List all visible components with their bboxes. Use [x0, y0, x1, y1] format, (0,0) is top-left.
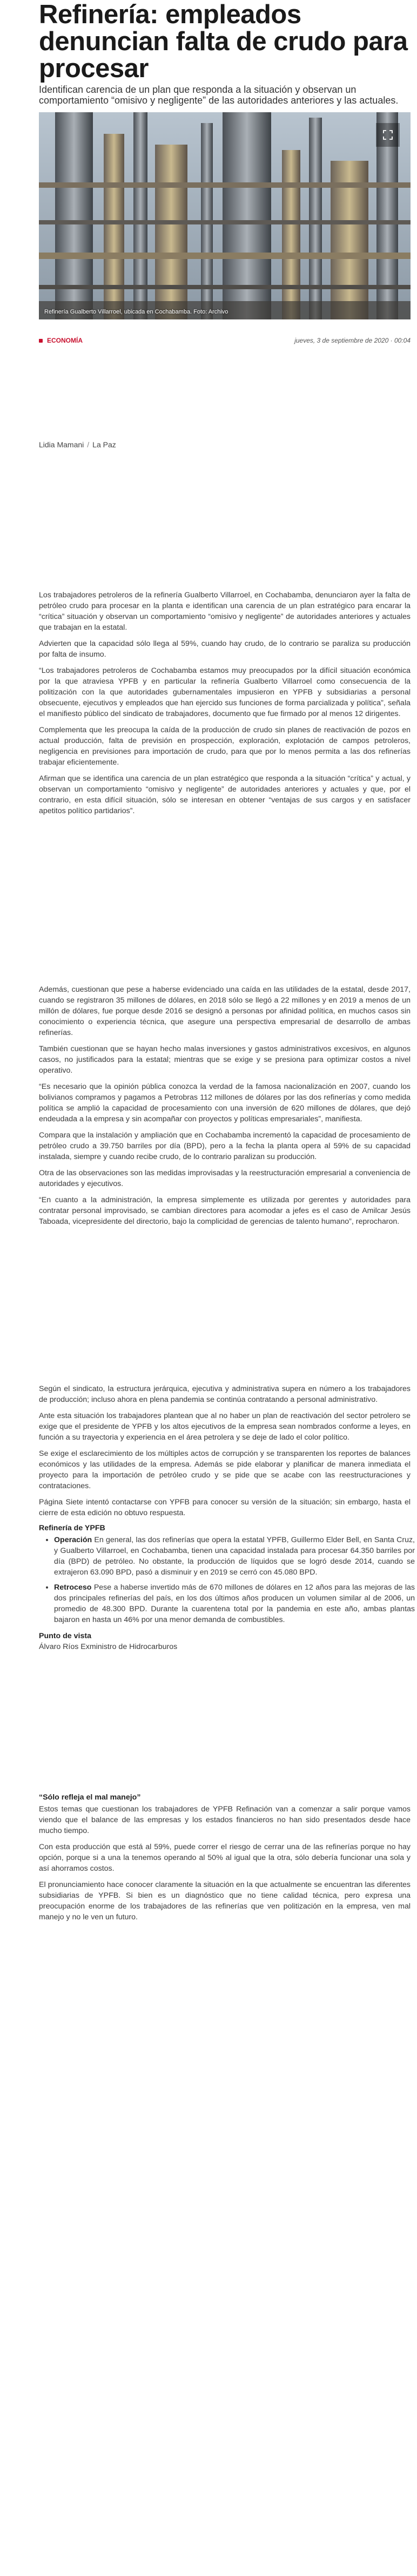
paragraph: Complementa que les preocupa la caída de la producción de crudo sin planes de reactivación de pozos en actual producción, falta de previsión en prospección, exploración, explotación de campos petroleros, negligencia en previsiones para importación de crudo, para que por lo menos permita a las dos refinerías trabajar eficientemente.	[39, 726, 411, 767]
article-body	[39, 590, 417, 1923]
ad-space	[39, 1232, 417, 1384]
image-caption: Refinería Gualberto Villarroel, ubicada en Cochabamba. Foto: Archivo	[44, 309, 228, 315]
author-name: Lidia Mamani	[39, 440, 84, 449]
byline	[39, 440, 417, 449]
paragraph: “Es necesario que la opinión pública conozca la verdad de la famosa nacionalización en 2007, cuando los bolivianos compramos y pagamos a Petrobras 112 millones de dólares por las dos refinerías y como medida política se amplió la capacidad de procesamiento con una inversión de 620 millones de dólares, que dejó endeudada a la empresa y sin acompañar con proyectos y políticas empresariales”, manifiesta.	[39, 1082, 411, 1123]
paragraph: Los trabajadores petroleros de la refinería Gualberto Villarroel, en Cochabamba, denunciaron ayer la falta de petróleo crudo para procesar en la planta e identifican una carencia de un plan estratégico para encarar la “crítica” situación y observan un comportamiento “omisivo y negligente” de autoridades anteriores y actuales que trabajan en la estatal.	[39, 591, 411, 632]
paragraph: También cuestionan que se hayan hecho malas inversiones y gastos administrativos excesivos, en algunos casos, no justificados para la estatal; mientras que se exige y se presiona para optimizar costos a nivel operativo.	[39, 1045, 411, 1075]
paragraph: Afirman que se identifica una carencia de un plan estratégico que responda a la situación “crítica” y actual, y observan un comportamiento “omisivo y negligente” de autoridades anteriores y actuales y que, por el contrario, en esta difícil situación, sólo se interesan en obtener “ventajas de sus cargos y en satisfacer apetitos político partidarios”.	[39, 774, 411, 815]
paragraph: “Los trabajadores petroleros de Cochabamba estamos muy preocupados por la difícil situación económica por la que atraviesa YPFB y en particular la refinería Gualberto Villarroel como consecuencia de la politización con la que autoridades gubernamentales impusieron en YPFB y subsidiarias a personal obsecuente, ejecutivos y empleados que han ejercido sus funciones de forma parcializada y política”, señala el manifiesto público del sindicato de trabajadores, documento que fue firmado por al menos 12 dirigentes.	[39, 666, 411, 718]
opinion-title: “Sólo refleja el mal manejo”	[39, 1793, 141, 1802]
paragraph: Página Siete intentó contactarse con YPFB para conocer su versión de la situación; sin embargo, hasta el cierre de esta edición no obtuvo respuesta.	[39, 1498, 411, 1517]
author-location: La Paz	[92, 440, 116, 449]
expand-icon	[382, 130, 393, 140]
hero-image[interactable]	[39, 112, 411, 319]
paragraph: Compara que la instalación y ampliación que en Cochabamba incrementó la capacidad de procesamiento de petróleo crudo a 39.750 barriles por día (BPD), pero a la fecha la planta opera al 59% de su capacidad instalada, siempre y cuando recibe crudo, de lo contrario paralizan su producción.	[39, 1131, 411, 1161]
bullet-text: Pese a haberse invertido más de 670 millones de dólares en 12 años para las mejoras de las dos principales refinerías del país, en los dos últimos años producen un volumen similar al de 2006, un promedio de 48.300 BPD. Durante la cuarentena total por la pandemia en este año, ambas plantas bajaron en hasta un 46% por una menor demanda de combustibles.	[54, 1583, 415, 1624]
publish-date: jueves, 3 de septiembre de 2020 · 00:04	[294, 337, 411, 344]
article-container	[39, 0, 417, 1923]
article-subtitle: Identifican carencia de un plan que responda a la situación y observan un comportamiento “omisivo y negligente” de las autoridades anteriores y las actuales.	[39, 84, 399, 106]
article-meta	[39, 336, 417, 347]
paragraph: “En cuanto a la administración, la empresa simplemente es utilizada por gerentes y autoridades para contratar personal improvisado, se cambian directores para acomodar a jefes es el caso de Amilcar Jesús Taboada, vicepresidente del directorio, bajo la complicidad de gerencias de talento humano”, reprocharon.	[39, 1196, 411, 1226]
section-heading: Punto de vista	[39, 1632, 91, 1640]
paragraph: Se exige el esclarecimiento de los múltiples actos de corrupción y se transparenten los reportes de balances económicos y las utilidades de la empresa. Además se pide elaborar y planificar de manera inmediata el proyecto para la importación de petróleo crudo y se pide que se acabe con las reestructuraciones y contrataciones.	[39, 1449, 411, 1490]
category-marker-icon	[39, 339, 43, 343]
opinion-author: Álvaro Ríos Exministro de Hidrocarburos	[39, 1643, 178, 1651]
paragraph: Con esta producción que está al 59%, puede correr el riesgo de cerrar una de las refinerías porque no hay opción, porque si a una la tenemos operando al 50% al igual que la otra, sólo debería funcionar una sola y así ahorramos costos.	[39, 1843, 411, 1873]
refinery-photo	[39, 112, 411, 319]
paragraph: Según el sindicato, la estructura jerárquica, ejecutiva y administrativa supera en número a los trabajadores de producción; incluso ahora en plena pandemia se continúa contratando a personal administrativo.	[39, 1385, 411, 1404]
paragraph: Otra de las observaciones son las medidas improvisadas y la reestructuración empresarial a conveniencia de autoridades y ejecutivos.	[39, 1169, 411, 1188]
paragraph: El pronunciamiento hace conocer claramente la situación en la que actualmente se encuentran las diferentes subsidiarias de YPFB. Si bien es un diagnóstico que no tiene calidad técnica, pero expresa una preocupación enorme de los trabajadores de las refinerías que ven politización en la empresa, ven mal manejo y no le ven un futuro.	[39, 1880, 411, 1921]
category-link[interactable]	[39, 337, 83, 344]
list-item	[54, 1582, 415, 1625]
article-headline: Refinería: empleados denuncian falta de crudo para procesar	[39, 0, 408, 83]
paragraph: Ante esta situación los trabajadores plantean que al no haber un plan de reactivación del sector petrolero se exige que el presidente de YPFB y los altos ejecutivos de la empresa sean nombrados conforme a leyes, en función a su trayectoria y experiencia en el área petrolera y se deje de lado el color político.	[39, 1412, 411, 1442]
bullet-label: Retroceso	[54, 1583, 92, 1592]
opinion-signature	[39, 1631, 417, 1652]
category-label: ECONOMÍA	[47, 337, 83, 344]
ad-space	[39, 1652, 417, 1790]
bullet-list	[39, 1535, 415, 1625]
section-heading: Refinería de YPFB	[39, 1524, 105, 1532]
expand-image-button[interactable]	[376, 123, 400, 147]
ad-space	[39, 822, 417, 984]
paragraph: Además, cuestionan que pese a haberse evidenciado una caída en las utilidades de la estatal, desde 2017, cuando se registraron 35 millones de dólares, en 2018 sólo se llegó a 22 millones y en 2019 a menos de un millón de dólares, fue porque desde 2016 se designó a personas por afinidad política, en muchos casos sin conocimiento o experiencia técnica, que asegure una perspectiva empresarial de desarrollo de ambas refinerías.	[39, 985, 411, 1037]
byline-separator: /	[87, 440, 90, 449]
paragraph: Advierten que la capacidad sólo llega al 59%, cuando hay crudo, de lo contrario se paraliza su producción por falta de insumo.	[39, 639, 411, 659]
bullet-text: En general, las dos refinerías que opera la estatal YPFB, Guillermo Elder Bell, en Santa Cruz, y Gualberto Villarroel, en Cochabamba, tienen una capacidad instalada para procesar 64.350 barriles por día (BPD) de petróleo. No obstante, la producción de líquidos que se logró desde 2014, cuando se extrajeron 63.090 BPD, pasó a disminuir y en 2019 se cerró con 45.080 BPD.	[54, 1536, 415, 1577]
list-item	[54, 1535, 415, 1578]
paragraph: Estos temas que cuestionan los trabajadores de YPFB Refinación van a comenzar a salir porque vamos viendo que el balance de las empresas y los estados financieros no han sido presentados desde hace mucho tiempo.	[39, 1805, 411, 1835]
bullet-label: Operación	[54, 1536, 92, 1544]
